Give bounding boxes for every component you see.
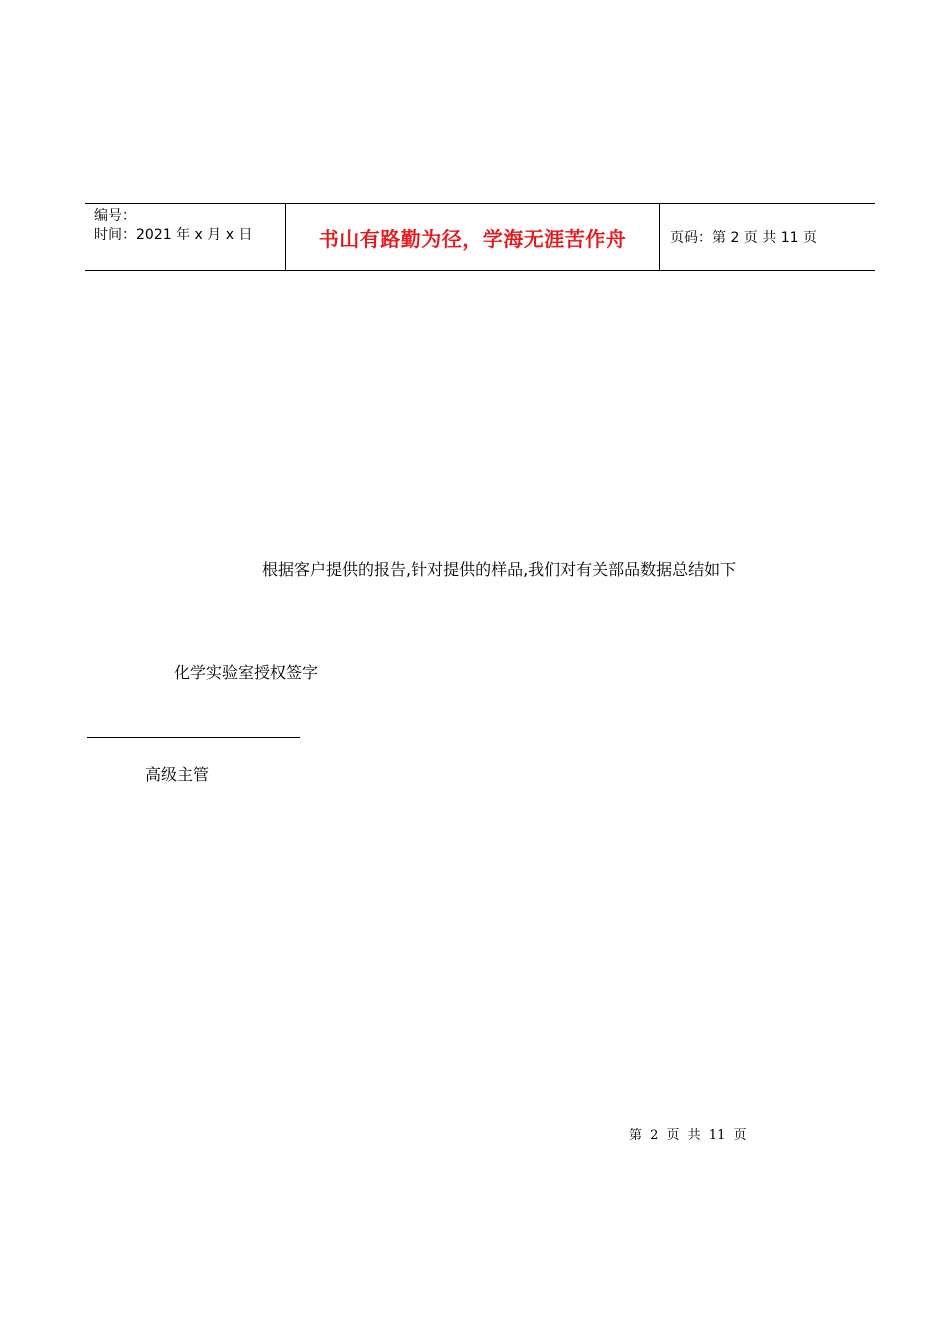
page-code-label: 页码：第 2 页 共 11 页: [670, 230, 817, 246]
footer-page-number: 第 2 页 共 11 页: [629, 1128, 747, 1143]
header-info-cell: [85, 204, 286, 270]
document-number-label: 编号：: [94, 208, 136, 224]
header-page-cell: [660, 204, 875, 270]
signature-line: [87, 737, 300, 738]
motto-text: 书山有路勤为径，学海无涯苦作舟: [318, 226, 627, 251]
summary-text: 根据客户提供的报告,针对提供的样品,我们对有关部品数据总结如下: [262, 560, 737, 579]
header-motto-cell: [286, 204, 660, 270]
manager-label: 高级主管: [145, 765, 210, 784]
document-date-label: 时间：2021 年 x 月 x 日: [94, 227, 253, 243]
document-header-table: [85, 203, 875, 271]
signature-label: 化学实验室授权签字: [174, 663, 319, 682]
